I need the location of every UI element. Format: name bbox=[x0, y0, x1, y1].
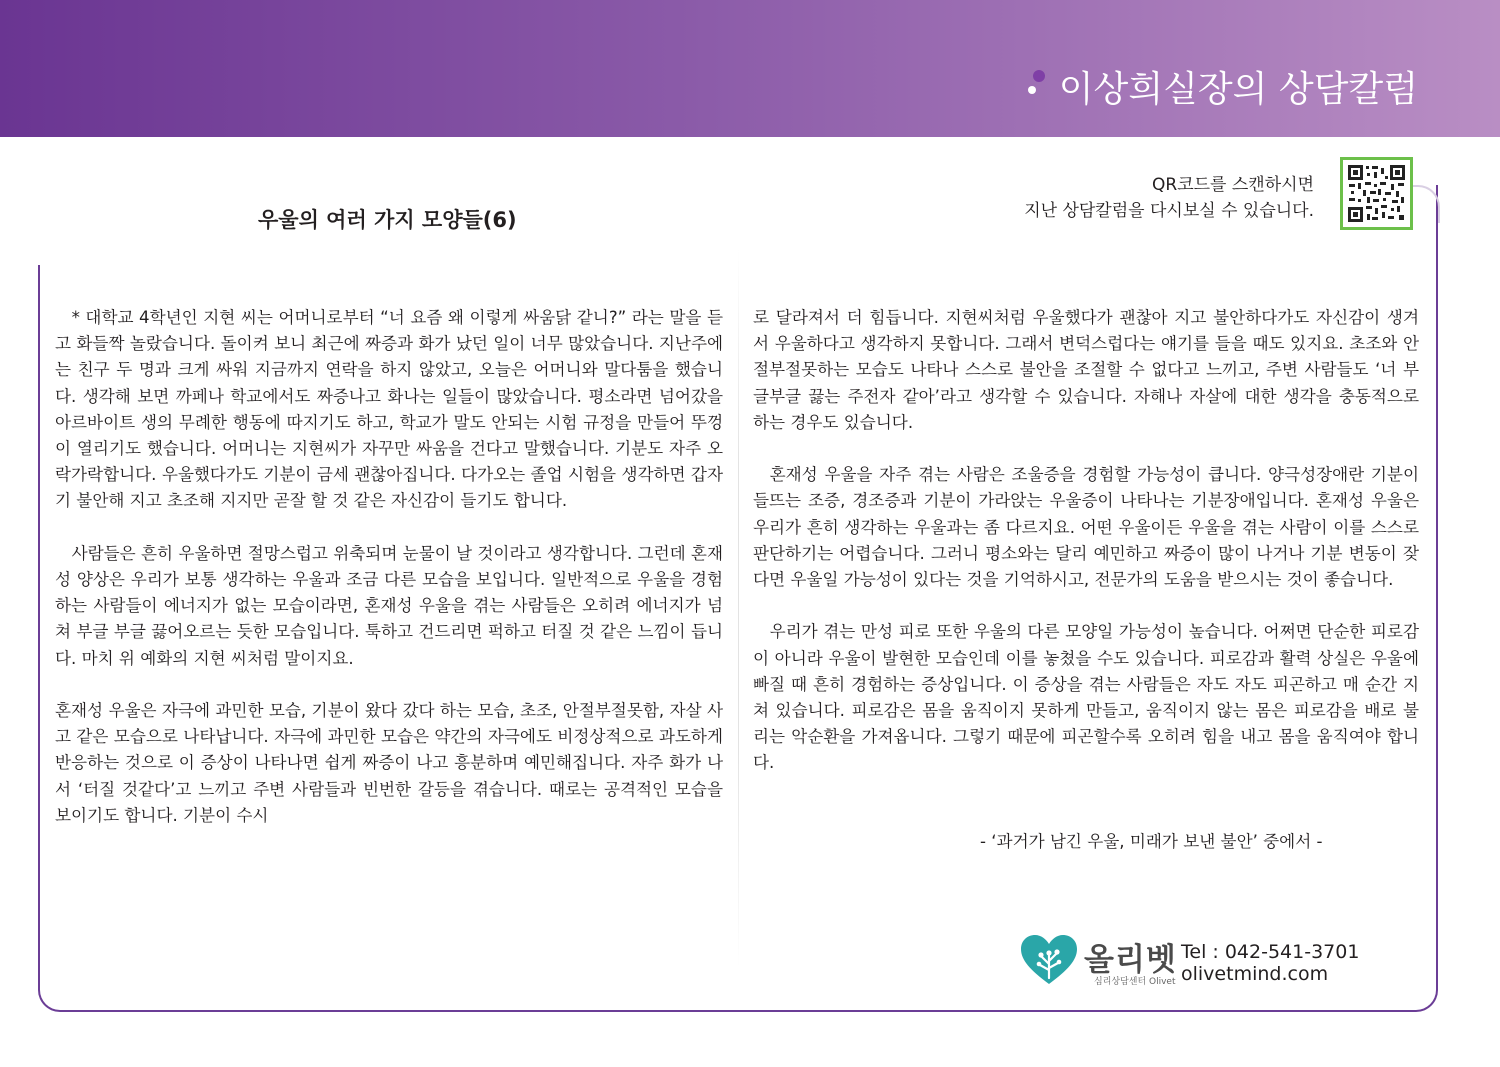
column-series-title: 이상희실장의 상담칼럼 bbox=[1058, 69, 1418, 110]
article-title: 우울의 여러 가지 모양들(6) bbox=[258, 208, 517, 232]
logo-name: 올리벳 bbox=[1084, 942, 1177, 978]
column-divider bbox=[738, 248, 739, 968]
logo-subtitle: 심리상담센터 Olivet bbox=[1094, 977, 1176, 987]
contact-tel: Tel : 042-541-3701 bbox=[1181, 941, 1360, 963]
paragraph-mixed-features: 사람들은 흔히 우울하면 절망스럽고 위축되며 눈물이 날 것이라고 생각합니다. 그런데 혼재성 양상은 우리가 보통 생각하는 우울과 조금 다른 모습을 보입니다. 일반적으로 우울을 경험하는 사람들이 에너지가 없는 모습이라면, 혼재성 우울을 겪는 사람들은 오히려 에너지가 넘쳐 부글 부글 끓어오르는 듯한 모습입니다. 툭하고 건드리면 퍽하고 터질 것 같은 느낌이 듭니다. 마치 위 예화의 지현 씨처럼 말이지요. bbox=[55, 543, 723, 668]
article-left-column bbox=[55, 305, 723, 829]
article-right-column bbox=[753, 305, 1419, 777]
qr-caption-line2: 지난 상담칼럼을 다시보실 수 있습니다. bbox=[1024, 201, 1314, 221]
quote-source: - ‘과거가 남긴 우울, 미래가 보낸 불안’ 중에서 - bbox=[980, 832, 1323, 851]
olivet-heart-logo-icon bbox=[1020, 934, 1078, 986]
qr-code-icon bbox=[1347, 164, 1406, 223]
frame-fade bbox=[34, 185, 44, 265]
qr-code[interactable] bbox=[1340, 157, 1413, 230]
contact-website[interactable]: olivetmind.com bbox=[1181, 963, 1329, 985]
qr-caption bbox=[1024, 172, 1314, 224]
header-banner bbox=[0, 0, 1500, 137]
paragraph-anecdote: * 대학교 4학년인 지현 씨는 어머니로부터 “너 요즘 왜 이렇게 싸움닭 같니?” 라는 말을 듣고 화들짝 놀랐습니다. 돌이켜 보니 최근에 짜증과 화가 났던 일이 너무 많았습니다. 지난주에는 친구 두 명과 크게 싸워 지금까지 연락을 하지 않았고, 오늘은 어머니와 말다툼을 했습니다. 생각해 보면 까페나 학교에서도 짜증나고 화나는 일들이 많았습니다. 평소라면 넘어갔을 아르바이트 생의 무례한 행동에 따지기도 하고, 학교가 말도 안되는 시험 규정을 만들어 뚜껑이 열리기도 했습니다. 어머니는 지현씨가 자꾸만 싸움을 건다고 말했습니다. 기분도 자주 오락가락합니다. 우울했다가도 기분이 금세 괜찮아집니다. 다가오는 졸업 시험을 생각하면 갑자기 불안해 지고 초조해 지지만 곧잘 할 것 같은 자신감이 들기도 합니다. bbox=[55, 308, 723, 511]
header-bullet-dot bbox=[1028, 86, 1036, 94]
paragraph-symptoms: 혼재성 우울은 자극에 과민한 모습, 기분이 왔다 갔다 하는 모습, 초조, 안절부절못함, 자살 사고 같은 모습으로 나타납니다. 자극에 과민한 모습은 약간의 자극에도 비정상적으로 과도하게 반응하는 것으로 이 증상이 나타나면 쉽게 짜증이 나고 흥분하며 예민해집니다. 자주 화가 나서 ‘터질 것같다’고 느끼고 주변 사람들과 빈번한 갈등을 겪습니다. 때로는 공격적인 모습을 보이기도 합니다. 기분이 수시 bbox=[55, 701, 723, 825]
contact-info bbox=[1181, 941, 1359, 985]
paragraph-continuation: 로 달라져서 더 힘듭니다. 지현씨처럼 우울했다가 괜찮아 지고 불안하다가도 자신감이 생겨서 우울하다고 생각하지 못합니다. 그래서 변덕스럽다는 얘기를 들을 때도 있지요. 초조와 안절부절못하는 모습도 나타나 스스로 불안을 조절할 수 없다고 느끼고, 주변 사람들도 ‘너 부글부글 끓는 주전자 같아’라고 생각할 수 있습니다. 자해나 자살에 대한 생각을 충동적으로 하는 경우도 있습니다. bbox=[753, 308, 1419, 432]
header-accent-dot bbox=[1033, 70, 1045, 82]
qr-caption-line1: QR코드를 스캔하시면 bbox=[1152, 175, 1314, 195]
paragraph-bipolar: 혼재성 우울을 자주 겪는 사람은 조울증을 경험할 가능성이 큽니다. 양극성장애란 기분이 들뜨는 조증, 경조증과 기분이 가라앉는 우울증이 나타나는 기분장애입니다. 혼재성 우울은 우리가 흔히 생각하는 우울과는 좀 다르지요. 어떤 우울이든 우울을 겪는 사람이 이를 스스로 판단하기는 어렵습니다. 그러니 평소와는 달리 예민하고 짜증이 많이 나거나 기분 변동이 잦다면 우울일 가능성이 있다는 것을 기억하시고, 전문가의 도움을 받으시는 것이 좋습니다. bbox=[753, 465, 1419, 590]
paragraph-fatigue: 우리가 겪는 만성 피로 또한 우울의 다른 모양일 가능성이 높습니다. 어쩌면 단순한 피로감이 아니라 우울이 발현한 모습인데 이를 놓쳤을 수도 있습니다. 피로감과 활력 상실은 우울에 빠질 때 흔히 경험하는 증상입니다. 이 증상을 겪는 사람들은 자도 자도 피곤하고 매 순간 지쳐 있습니다. 피로감은 몸을 움직이지 못하게 만들고, 움직이지 않는 몸은 피로감을 배로 불리는 악순환을 가져옵니다. 그렇기 때문에 피곤할수록 오히려 힘을 내고 몸을 움직여야 합니다. bbox=[753, 622, 1419, 773]
